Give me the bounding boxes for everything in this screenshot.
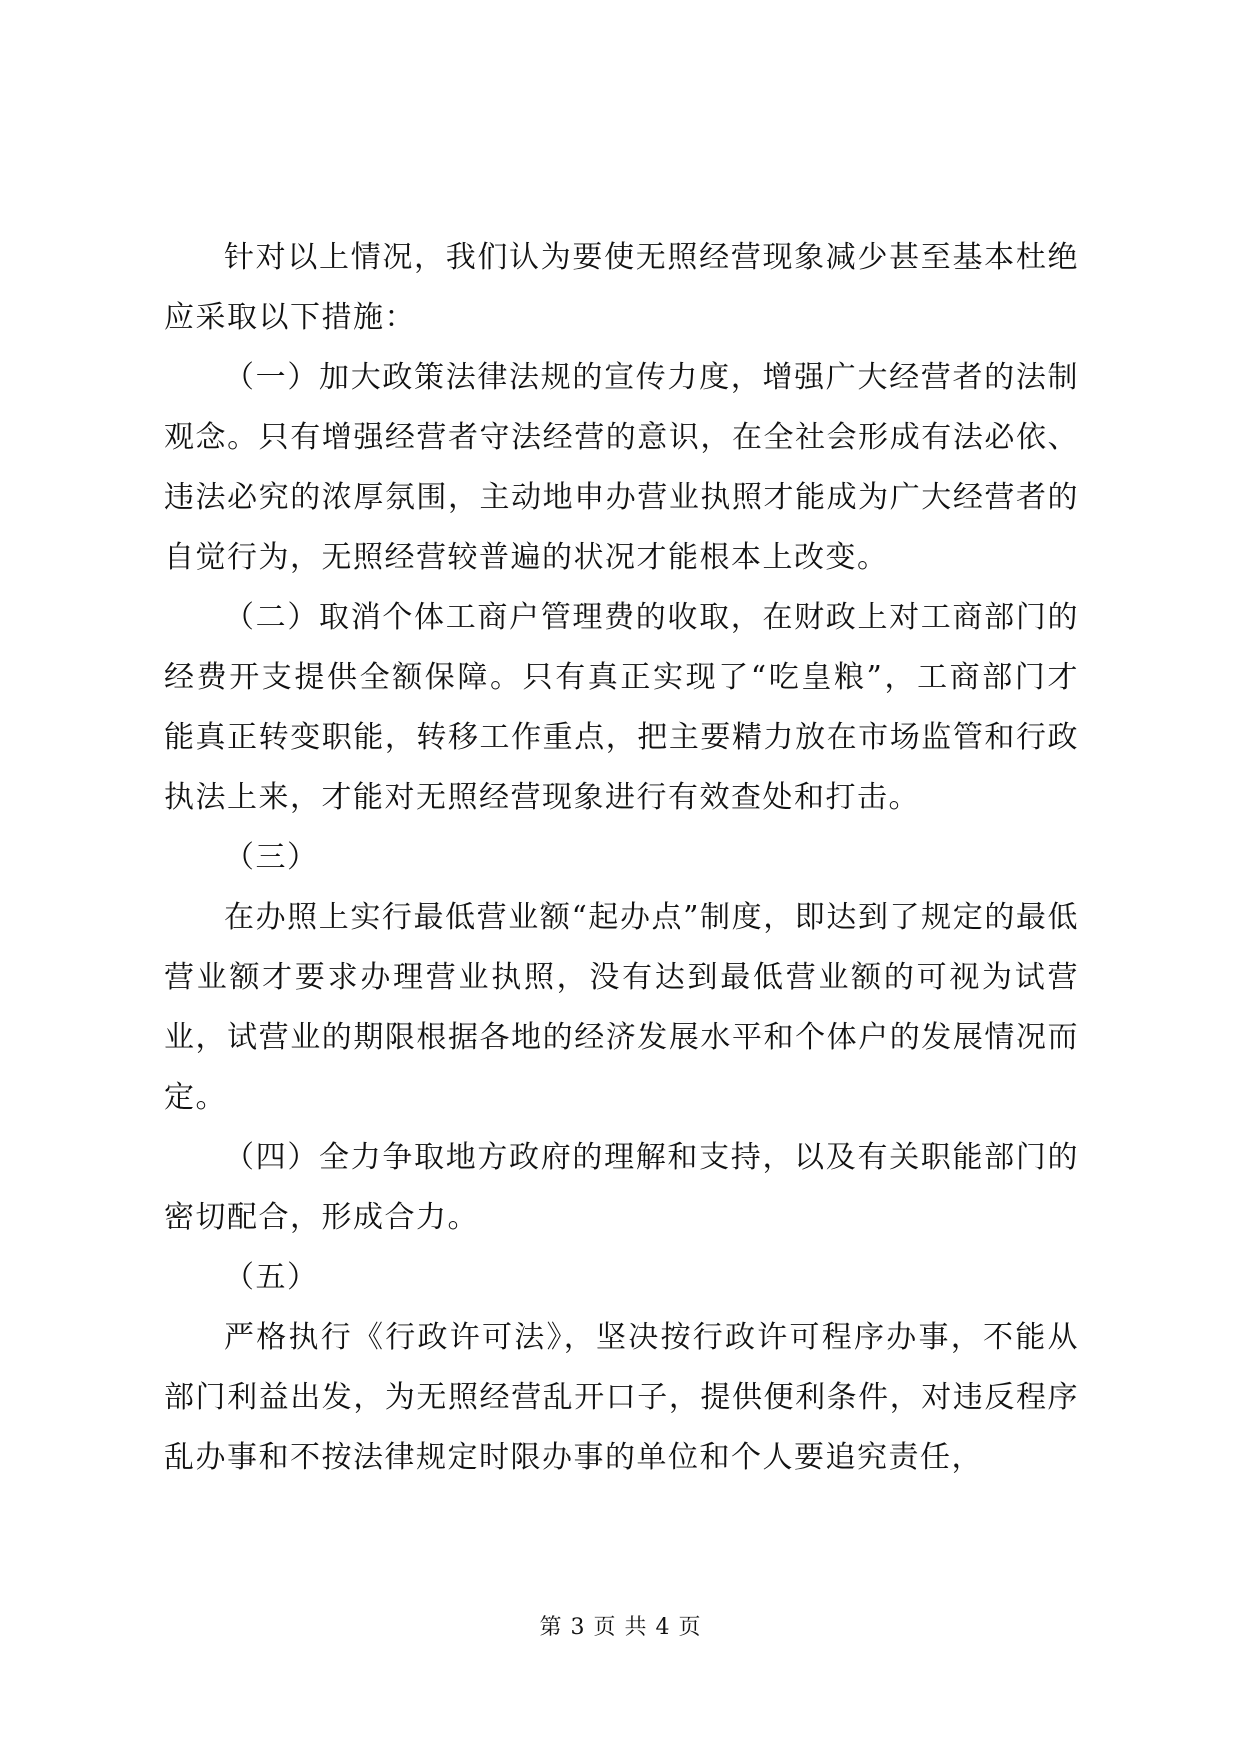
- paragraph-measure-5-heading: （五）: [224, 1260, 319, 1295]
- paragraph-measure-2: （二）取消个体工商户管理费的收取，在财政上对工商部门的经费开支提供全额保障。只有真正实现了“吃皇粮”，工商部门才能真正转变职能，转移工作重点，把主要精力放在市场监管和行政执法上来，才能对无照经营现象进行有效查处和打击。: [164, 600, 1079, 815]
- paragraph-intro: 针对以上情况，我们认为要使无照经营现象减少甚至基本杜绝应采取以下措施：: [164, 240, 1079, 335]
- paragraph-measure-4: （四）全力争取地方政府的理解和支持，以及有关职能部门的密切配合，形成合力。: [164, 1140, 1079, 1235]
- paragraph-measure-3-heading: （三）: [224, 840, 319, 875]
- document-body: [164, 228, 1079, 1488]
- paragraph-measure-1: （一）加大政策法律法规的宣传力度，增强广大经营者的法制观念。只有增强经营者守法经营的意识，在全社会形成有法必依、违法必究的浓厚氛围，主动地申办营业执照才能成为广大经营者的自觉行为，无照经营较普遍的状况才能根本上改变。: [164, 360, 1079, 575]
- paragraph-measure-3-body: 在办照上实行最低营业额“起办点”制度，即达到了规定的最低营业额才要求办理营业执照，没有达到最低营业额的可视为试营业，试营业的期限根据各地的经济发展水平和个体户的发展情况而定。: [164, 900, 1079, 1115]
- paragraph-measure-5-body: 严格执行《行政许可法》，坚决按行政许可程序办事，不能从部门利益出发，为无照经营乱开口子，提供便利条件，对违反程序乱办事和不按法律规定时限办事的单位和个人要追究责任，: [164, 1320, 1079, 1475]
- page-number-footer: 第 3 页 共 4 页: [539, 1615, 702, 1640]
